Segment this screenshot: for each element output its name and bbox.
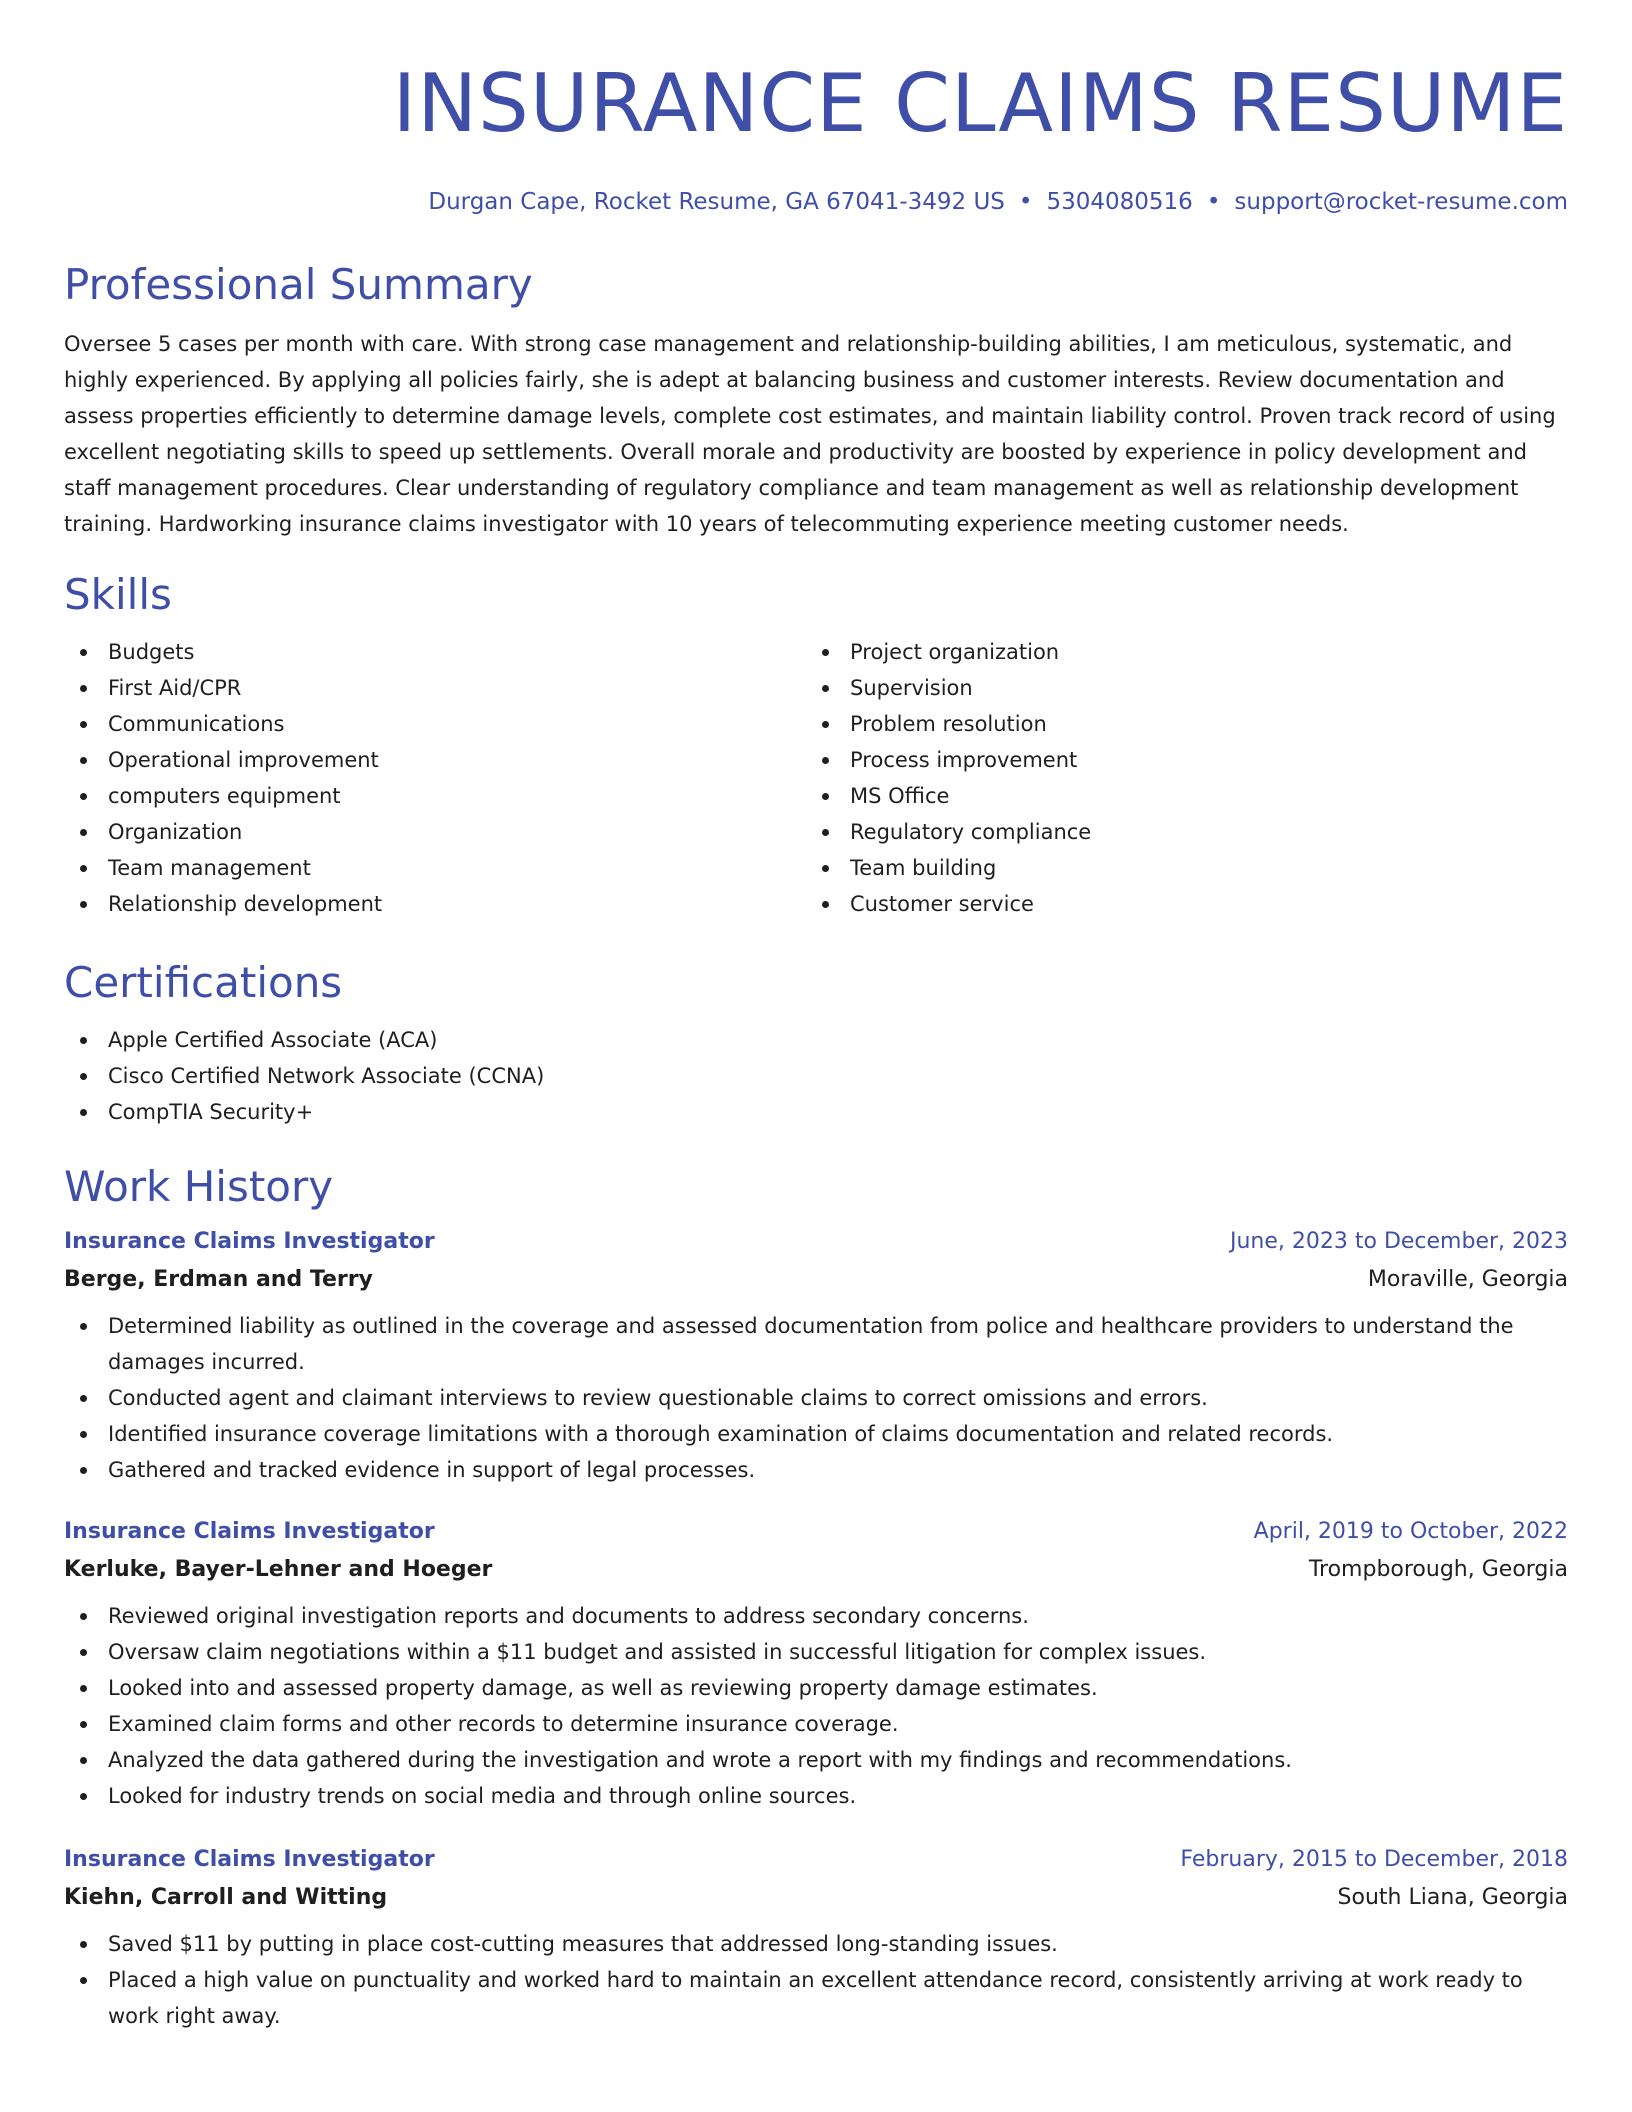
job-bullets bbox=[64, 1308, 1568, 1488]
skill-item: Process improvement bbox=[806, 742, 1548, 778]
job-bullet: Reviewed original investigation reports and documents to address secondary concerns. bbox=[64, 1598, 1568, 1634]
skill-item: Team management bbox=[64, 850, 806, 886]
certification-item: Cisco Certified Network Associate (CCNA) bbox=[64, 1058, 1568, 1094]
job-subheader bbox=[64, 1884, 1568, 1912]
job-entry bbox=[64, 1846, 1568, 2034]
job-bullet: Gathered and tracked evidence in support of legal processes. bbox=[64, 1452, 1568, 1488]
job-entry bbox=[64, 1518, 1568, 1814]
skill-item: computers equipment bbox=[64, 778, 806, 814]
job-header bbox=[64, 1228, 1568, 1256]
job-bullet: Examined claim forms and other records to determine insurance coverage. bbox=[64, 1706, 1568, 1742]
skill-item: Customer service bbox=[806, 886, 1548, 922]
job-location: Moraville, Georgia bbox=[1367, 1267, 1568, 1292]
job-bullet: Placed a high value on punctuality and worked hard to maintain an excellent attendance record, consistently arriving at work ready to work right away. bbox=[64, 1962, 1568, 2034]
skill-item: Communications bbox=[64, 706, 806, 742]
skill-item: Team building bbox=[806, 850, 1548, 886]
certifications-heading: Certifications bbox=[64, 958, 343, 1007]
skill-item: Relationship development bbox=[64, 886, 806, 922]
job-company: Kiehn, Carroll and Witting bbox=[64, 1885, 388, 1910]
skills-columns bbox=[64, 634, 1568, 922]
skill-item: Problem resolution bbox=[806, 706, 1548, 742]
skills-heading: Skills bbox=[64, 570, 172, 619]
job-dates: June, 2023 to December, 2023 bbox=[1229, 1229, 1568, 1254]
skill-item: Project organization bbox=[806, 634, 1548, 670]
job-role: Insurance Claims Investigator bbox=[64, 1229, 435, 1254]
contact-address: Durgan Cape, Rocket Resume, GA 67041-3492 US bbox=[428, 189, 1005, 215]
contact-separator: • bbox=[1206, 189, 1221, 215]
contact-email[interactable]: support@rocket-resume.com bbox=[1234, 189, 1568, 215]
certifications-list bbox=[64, 1022, 1568, 1130]
job-bullets bbox=[64, 1926, 1568, 2034]
contact-phone: 5304080516 bbox=[1046, 189, 1193, 215]
job-entry bbox=[64, 1228, 1568, 1488]
skills-right-list bbox=[806, 634, 1548, 922]
resume-title: INSURANCE CLAIMS RESUME bbox=[392, 57, 1568, 150]
contact-line bbox=[64, 188, 1568, 216]
job-location: Trompborough, Georgia bbox=[1308, 1557, 1568, 1582]
summary-heading: Professional Summary bbox=[64, 260, 533, 309]
job-bullet: Determined liability as outlined in the coverage and assessed documentation from police and healthcare providers to understand the damages incurred. bbox=[64, 1308, 1568, 1380]
skills-left-list bbox=[64, 634, 806, 922]
certification-item: CompTIA Security+ bbox=[64, 1094, 1568, 1130]
skill-item: Regulatory compliance bbox=[806, 814, 1548, 850]
job-location: South Liana, Georgia bbox=[1337, 1885, 1568, 1910]
skill-item: Operational improvement bbox=[64, 742, 806, 778]
certification-item: Apple Certified Associate (ACA) bbox=[64, 1022, 1568, 1058]
work-history-heading: Work History bbox=[64, 1162, 334, 1211]
job-bullet: Conducted agent and claimant interviews to review questionable claims to correct omissions and errors. bbox=[64, 1380, 1568, 1416]
job-bullet: Looked into and assessed property damage, as well as reviewing property damage estimates. bbox=[64, 1670, 1568, 1706]
job-company: Berge, Erdman and Terry bbox=[64, 1267, 373, 1292]
skill-item: Supervision bbox=[806, 670, 1548, 706]
job-bullet: Identified insurance coverage limitations with a thorough examination of claims documentation and related records. bbox=[64, 1416, 1568, 1452]
job-subheader bbox=[64, 1556, 1568, 1584]
skill-item: Organization bbox=[64, 814, 806, 850]
job-header bbox=[64, 1518, 1568, 1546]
job-dates: April, 2019 to October, 2022 bbox=[1253, 1519, 1568, 1544]
job-company: Kerluke, Bayer-Lehner and Hoeger bbox=[64, 1557, 493, 1582]
job-subheader bbox=[64, 1266, 1568, 1294]
job-dates: February, 2015 to December, 2018 bbox=[1180, 1847, 1568, 1872]
job-role: Insurance Claims Investigator bbox=[64, 1847, 435, 1872]
job-role: Insurance Claims Investigator bbox=[64, 1519, 435, 1544]
skill-item: MS Office bbox=[806, 778, 1548, 814]
skill-item: Budgets bbox=[64, 634, 806, 670]
job-bullet: Saved $11 by putting in place cost-cutting measures that addressed long-standing issues. bbox=[64, 1926, 1568, 1962]
job-bullets bbox=[64, 1598, 1568, 1814]
job-bullet: Oversaw claim negotiations within a $11 budget and assisted in successful litigation for complex issues. bbox=[64, 1634, 1568, 1670]
summary-text: Oversee 5 cases per month with care. With strong case management and relationship-building abilities, I am meticulous, systematic, and highly experienced. By applying all policies fairly, she is adept at balancing business and customer interests. Review documentation and assess properties efficiently to determine damage levels, complete cost estimates, and maintain liability control. Proven track record of using excellent negotiating skills to speed up settlements. Overall morale and productivity are boosted by experience in policy development and staff management procedures. Clear understanding of regulatory compliance and team management as well as relationship development training. Hardworking insurance claims investigator with 10 years of telecommuting experience meeting customer needs. bbox=[64, 332, 1556, 536]
job-bullet: Analyzed the data gathered during the investigation and wrote a report with my findings and recommendations. bbox=[64, 1742, 1568, 1778]
skill-item: First Aid/CPR bbox=[64, 670, 806, 706]
job-header bbox=[64, 1846, 1568, 1874]
contact-separator: • bbox=[1018, 189, 1033, 215]
job-bullet: Looked for industry trends on social media and through online sources. bbox=[64, 1778, 1568, 1814]
